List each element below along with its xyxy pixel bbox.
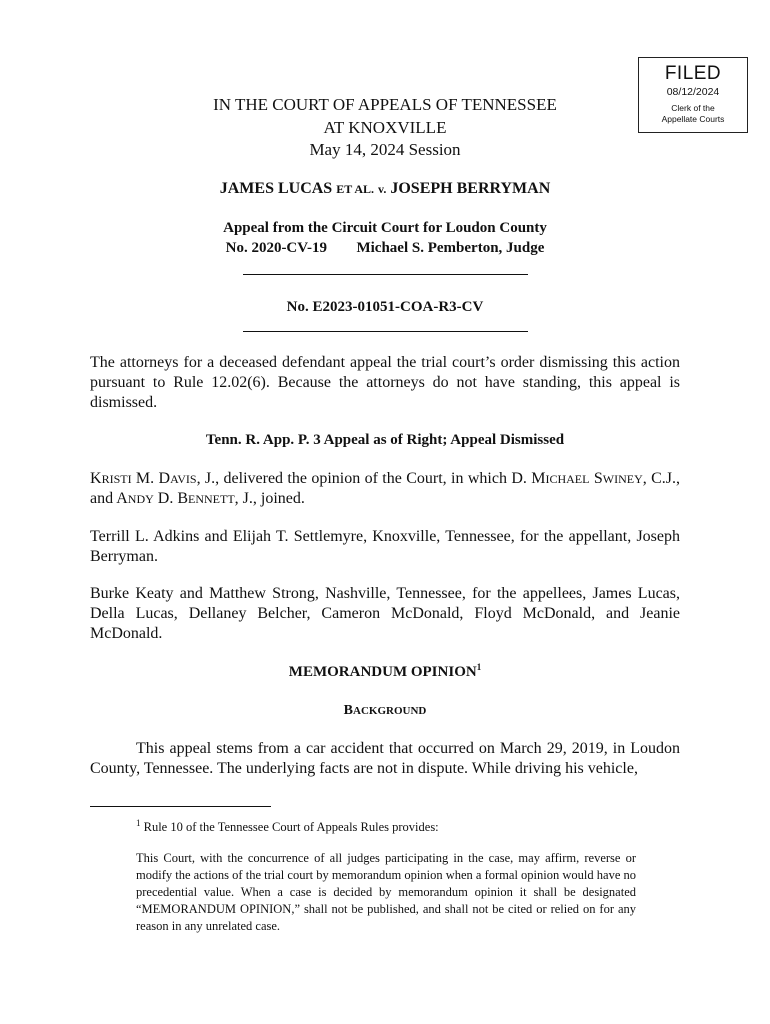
divider-top (243, 274, 528, 275)
opinion-title: MEMORANDUM OPINION$^1$ (288, 662, 482, 680)
footnote-quote: This Court, with the concurrence of all judges participating in the case, may affirm, reverse or modify the actions of the trial court by memorandum opinion when a formal opinion would have no precedential value. When a case is decided by memorandum opinion it shall be designated “MEMORANDUM OPINION,” shall not be published, and shall not be cited or relied on for any reason in any unrelated case. (136, 851, 636, 933)
trial-number: No. 2020-CV-19 (225, 240, 327, 256)
filed-label: FILED (664, 63, 722, 84)
footnote-intro: $^1$ Rule 10 of the Tennessee Court of Appeals Rules provides: (136, 818, 439, 835)
case-caption (0, 180, 770, 198)
footnote-divider (90, 806, 271, 807)
summary-paragraph: The attorneys for a deceased defendant appeal the trial court’s order dismissing this action pursuant to Rule 12.02(6). Because the attorneys do not have standing, this appeal is dismissed. (90, 354, 680, 411)
defendant-name: JOSEPH BERRYMAN (390, 180, 551, 197)
et-al: ET AL. (336, 182, 375, 196)
session-date: May 14, 2024 Session (309, 140, 461, 159)
filed-courts-line: Appellate Courts (661, 114, 725, 124)
filed-clerk-line: Clerk of the (671, 103, 715, 113)
opinion-author: KRISTI M. DAVIS, J., delivered the opinion of the Court, in which D. MICHAEL SWINEY, C.J., and ANDY D. BENNETT, J., joined. (90, 470, 681, 507)
trial-judge: Michael S. Pemberton, Judge (356, 240, 545, 256)
section-heading: BACKGROUND (343, 703, 427, 718)
plaintiff-name: JAMES LUCAS (219, 180, 333, 197)
court-location: AT KNOXVILLE (323, 118, 447, 137)
counsel-appellees: Burke Keaty and Matthew Strong, Nashville, Tennessee, for the appellees, James Lucas, Della Lucas, Dellaney Belcher, Cameron McDonald, Floyd McDonald, and Jeanie McDonald. (90, 585, 680, 642)
versus: v. (378, 182, 387, 196)
counsel-appellant: Terrill L. Adkins and Elijah T. Settlemyre, Knoxville, Tennessee, for the appellant, Joseph Berryman. (90, 528, 680, 565)
filed-date: 08/12/2024 (666, 86, 720, 98)
trial-info (0, 240, 770, 257)
footnote-marker: 1 (476, 662, 482, 672)
docket-number: No. E2023-01051-COA-R3-CV (286, 299, 484, 315)
court-name: IN THE COURT OF APPEALS OF TENNESSEE (213, 95, 557, 114)
background-paragraph: This appeal stems from a car accident that occurred on March 29, 2019, in Loudon County, Tennessee. The underlying facts are not in dispute. While driving his vehicle, (90, 740, 680, 777)
disposition: Tenn. R. App. P. 3 Appeal as of Right; Appeal Dismissed (205, 432, 565, 448)
divider-bottom (243, 331, 528, 332)
appeal-from: Appeal from the Circuit Court for Loudon County (223, 220, 547, 236)
